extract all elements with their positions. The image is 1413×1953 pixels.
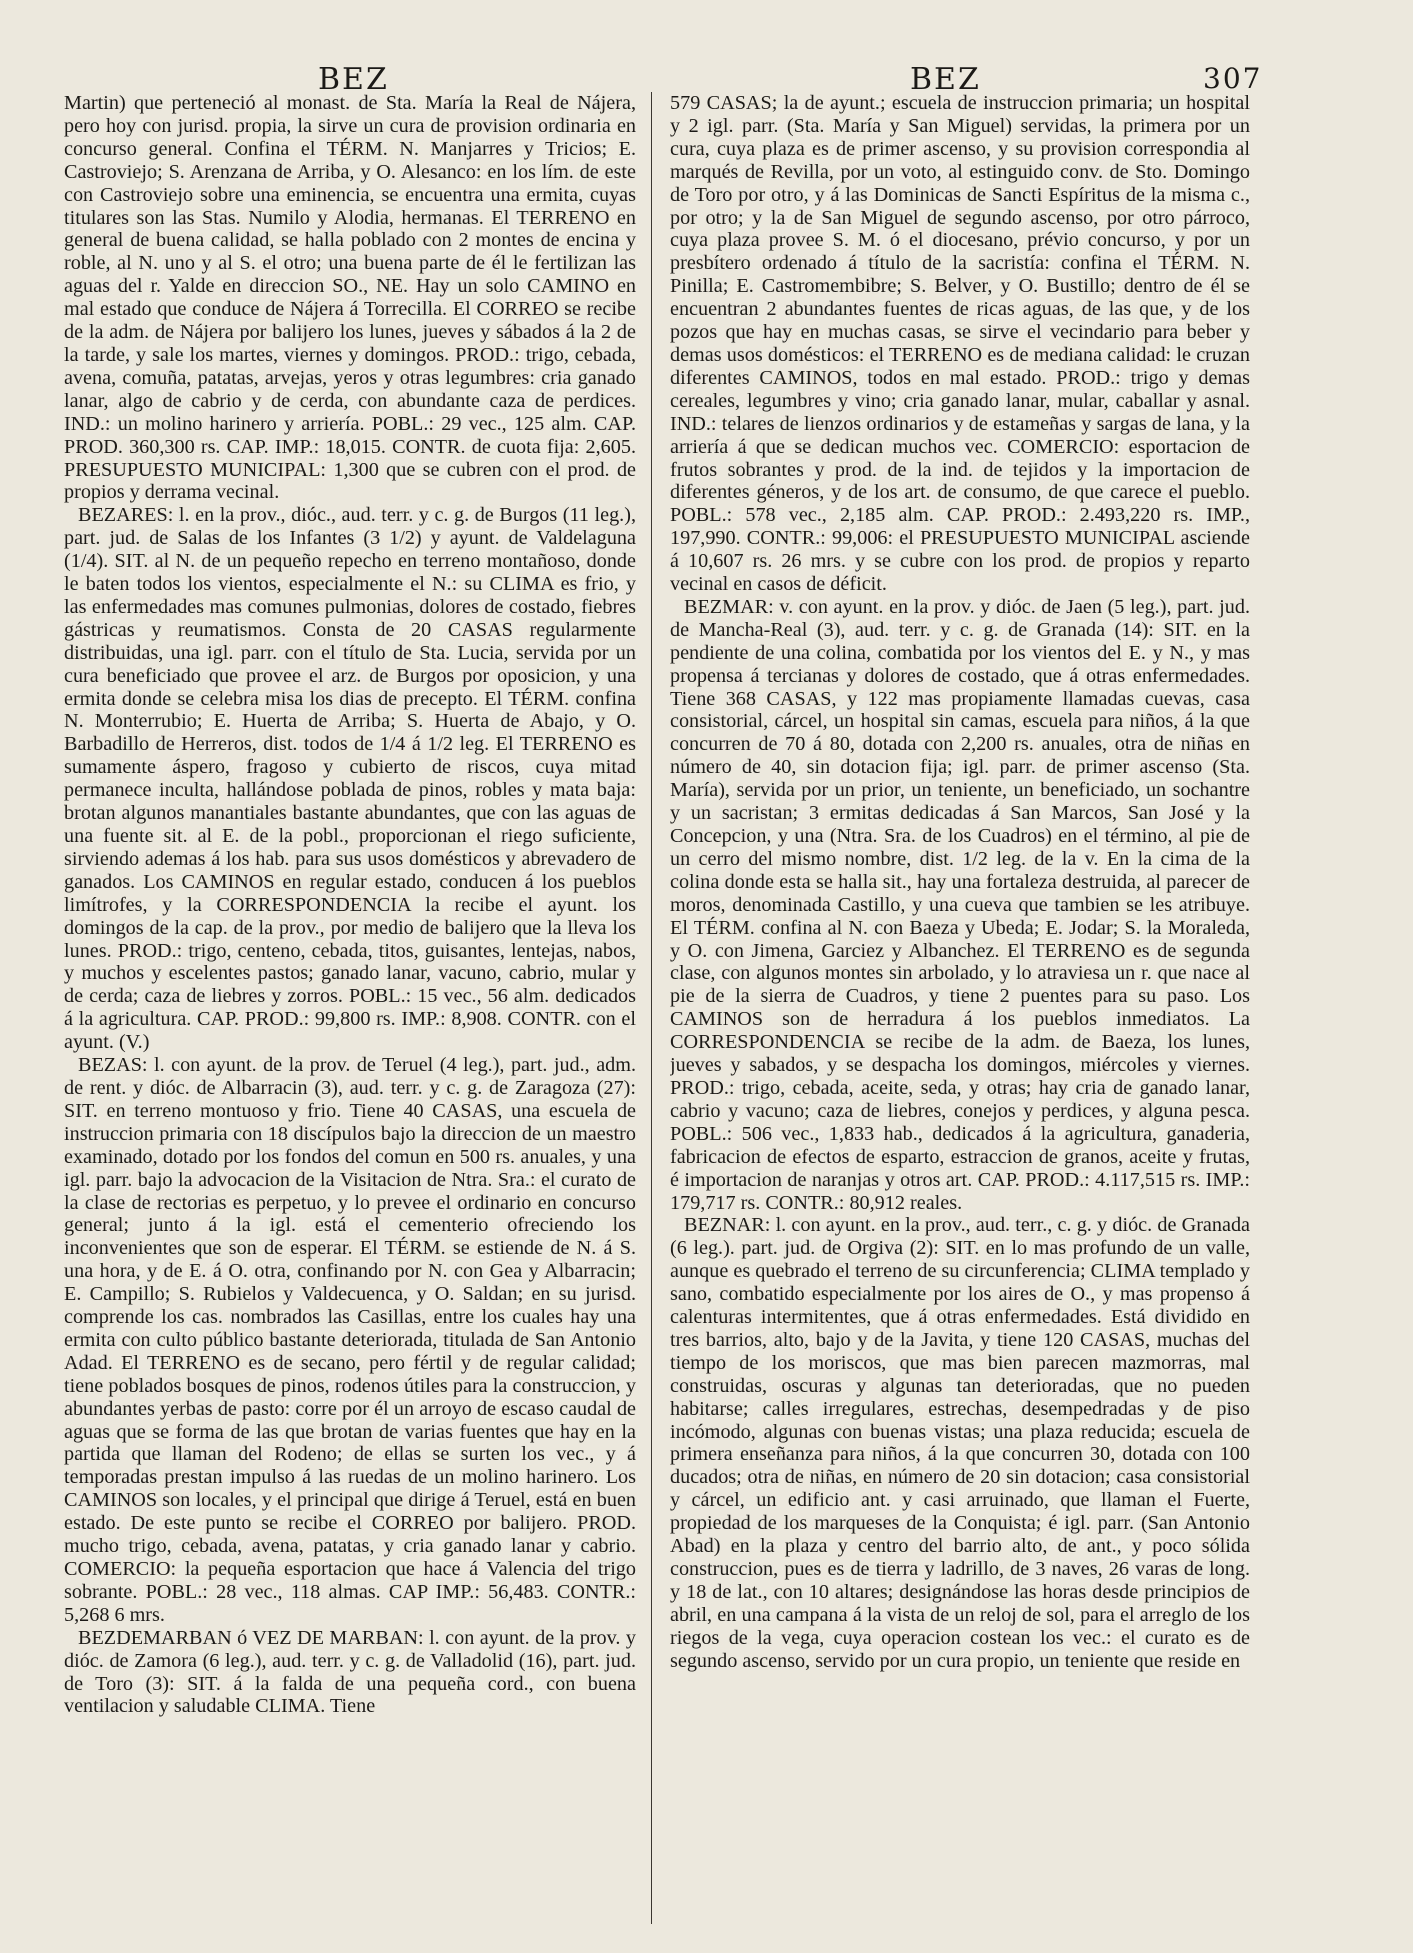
entry-bezares: BEZARES: l. en la prov., dióc., aud. terr. y c. g. de Burgos (11 leg.), part. jud. de Salas de los Infantes (3 1/2) y ayunt. de Valdelaguna (1/4). SIT. al N. de un pequeño repecho en terreno montañoso, donde le baten todos los vientos, especialmente el N.: su CLIMA es frio, y las enfermedades mas comunes pulmonias, dolores de costado, fiebres gástricas y reumatismos. Consta de 20 CASAS regularmente distribuidas, una igl. parr. con el título de Sta. Lucia, servida por un cura beneficiado que provee el arz. de Burgos por oposicion, y una ermita donde se celebra misa los dias de precepto. El TÉRM. confina N. Monterrubio; E. Huerta de Arriba; S. Huerta de Abajo, y O. Barbadillo de Herreros, dist. todos de 1/4 á 1/2 leg. El TERRENO es sumamente áspero, fragoso y cubierto de riscos, cuya mitad permanece inculta, hallándose poblada de pinos, robles y mata baja: brotan algunos manantiales bastante abundantes, que con las aguas de una fuente sit. al E. de la pobl., proporcionan el riego suficiente, sirviendo ademas á los hab. para sus usos domésticos y abrevadero de ganados. Los CAMINOS en regular estado, conducen á los pueblos limítrofes, y la CORRESPONDENCIA la recibe el ayunt. los domingos de la cap. de la prov., por medio de balijero que la lleva los lunes. PROD.: trigo, centeno, cebada, titos, guisantes, lentejas, nabos, y muchos y escelentes pastos; ganado lanar, vacuno, cabrio, mular y de cerda; caza de liebres y zorros. POBL.: 15 vec., 56 alm. dedicados á la agricultura. CAP. PROD.: 99,800 rs. IMP.: 8,908. CONTR. con el ayunt. (V.) (64, 504, 636, 1054)
right-column (670, 92, 1250, 1934)
entry-bezdemarban-continued: 579 CASAS; la de ayunt.; escuela de instruccion primaria; un hospital y 2 igl. parr. (Sta. María y San Miguel) servidas, la primera por un cura, cuya plaza es de primer ascenso, y su provision correspondia al marqués de Revilla, por un voto, al estinguido conv. de Sto. Domingo de Toro por otro, y á las Dominicas de Sancti Espíritus de la misma c., por otro; y la de San Miguel de segundo ascenso, por otro párroco, cuya plaza provee S. M. ó el diocesano, prévio concurso, y por un presbítero ordenado á título de la sacristía: confina el TÉRM. N. Pinilla; E. Castromembibre; S. Belver, y O. Bustillo; dentro de él se encuentran 2 abundantes fuentes de ricas aguas, de las que, y de los pozos que hay en muchas casas, se sirve el vecindario para beber y demas usos domésticos: el TERRENO es de mediana calidad: le cruzan diferentes CAMINOS, todos en mal estado. PROD.: trigo y demas cereales, legumbres y vino; cria ganado lanar, mular, caballar y asnal. IND.: telares de lienzos ordinarios y de estameñas y sargas de lana, y la arriería á que se dedican muchos vec. COMERCIO: esportacion de frutos sobrantes y prod. de la ind. de tejidos y la importacion de diferentes géneros, y de los art. de consumo, de que carece el pueblo. POBL.: 578 vec., 2,185 alm. CAP. PROD.: 2.493,220 rs. IMP., 197,990. CONTR.: 99,006: el PRESUPUESTO MUNICIPAL asciende á 10,607 rs. 26 mrs. y se cubre con los prod. de propios y reparto vecinal en casos de déficit. (670, 92, 1250, 596)
entry-bezdemarban: BEZDEMARBAN ó VEZ DE MARBAN: l. con ayunt. de la prov. y dióc. de Zamora (6 leg.), aud. terr. y c. g. de Valladolid (16), part. jud. de Toro (3): SIT. á la falda de una pequeña cord., con buena ventilacion y saludable CLIMA. Tiene (64, 1626, 636, 1718)
entry-beznar: BEZNAR: l. con ayunt. en la prov., aud. terr., c. g. y dióc. de Granada (6 leg.). part. jud. de Orgiva (2): SIT. en lo mas profundo de un valle, aunque es quebrado el terreno de su circunferencia; CLIMA templado y sano, combatido especialmente por los aires de O., y mas propenso á calenturas intermitentes, que á otras enfermedades. Está dividido en tres barrios, alto, bajo y de la Javita, y tiene 120 CASAS, muchas del tiempo de los moriscos, que mas bien parecen mazmorras, mal construidas, oscuras y algunas tan deterioradas, que no pueden habitarse; calles irregulares, estrechas, desempedradas y de piso incómodo, algunas con buenas vistas; una plaza reducida; escuela de primera enseñanza para niños, á la que concurren 30, dotada con 100 ducados; otra de niñas, en número de 20 sin dotacion; casa consistorial y cárcel, un edificio ant. y casi arruinado, que llaman el Fuerte, propiedad de los marqueses de la Conquista; é igl. parr. (San Antonio Abad) en la plaza y centro del barrio alto, de ant., y poco sólida construccion, pues es de tierra y ladrillo, de 3 naves, 26 varas de long. y 18 de lat., con 10 altares; designándose las horas desde principios de abril, en una campana á la vista de un reloj de sol, para el arreglo de los riegos de la vega, cuya operacion costean los vec.: el curato es de segundo ascenso, servido por un cura propio, un teniente que reside en (670, 1214, 1250, 1672)
entry-continuation: Martin) que perteneció al monast. de Sta. María la Real de Nájera, pero hoy con jurisd. propia, la sirve un cura de provision ordinaria en concurso general. Confina el TÉRM. N. Manjarres y Tricios; E. Castroviejo; S. Arenzana de Arriba, y O. Alesanco: en los lím. de este con Castroviejo sobre una eminencia, se encuentra una ermita, cuyas titulares son las Stas. Numilo y Alodia, hermanas. El TERRENO en general de buena calidad, se halla poblado con 2 montes de encina y roble, al N. uno y al S. el otro; una buena parte de él le fertilizan las aguas del r. Yalde en direccion SO., NE. Hay un solo CAMINO en mal estado que conduce de Nájera á Torrecilla. El CORREO se recibe de la adm. de Nájera por balijero los lunes, jueves y sábados á la 2 de la tarde, y sale los martes, viernes y domingos. PROD.: trigo, cebada, avena, comuña, patatas, arvejas, yeros y otras legumbres: cria ganado lanar, algo de cabrio y de cerda, con abundante caza de perdices. IND.: un molino harinero y arriería. POBL.: 29 vec., 125 alm. CAP. PROD. 360,300 rs. CAP. IMP.: 18,015. CONTR. de cuota fija: 2,605. PRESUPUESTO MUNICIPAL: 1,300 que se cubren con el prod. de propios y derrama vecinal. (64, 92, 636, 504)
entry-bezmar: BEZMAR: v. con ayunt. en la prov. y dióc. de Jaen (5 leg.), part. jud. de Mancha-Real (3), aud. terr. y c. g. de Granada (14): SIT. en la pendiente de una colina, combatida por los vientos del E. y N., y mas propensa á tercianas y dolores de costado, que á otras enfermedades. Tiene 368 CASAS, y 122 mas propiamente llamadas cuevas, casa consistorial, cárcel, un hospital sin camas, escuela para niños, á la que concurren de 70 á 80, dotada con 2,200 rs. anuales, otra de niñas en número de 40, sin dotacion fija; igl. parr. de primer ascenso (Sta. María), servida por un prior, un teniente, un beneficiado, un sochantre y un sacristan; 3 ermitas dedicadas á San Marcos, San José y la Concepcion, y una (Ntra. Sra. de los Cuadros) en el término, al pie de un cerro del mismo nombre, dist. 1/2 leg. de la v. En la cima de la colina donde esta se halla sit., hay una fortaleza destruida, al parecer de moros, denominada Castillo, y una cueva que tambien se les atribuye. El TÉRM. confina al N. con Baeza y Ubeda; E. Jodar; S. la Moraleda, y O. con Jimena, Garciez y Albanchez. El TERRENO es de segunda clase, con algunos montes sin arbolado, y lo atraviesa un r. que nace al pie de la sierra de Cuadros, y tiene 2 puentes para su paso. Los CAMINOS son de herradura á los pueblos inmediatos. La CORRESPONDENCIA se recibe de la adm. de Baeza, los lunes, jueves y sabados, y se despacha los domingos, miércoles y viernes. PROD.: trigo, cebada, aceite, seda, y otras; hay cria de ganado lanar, cabrio y vacuno; caza de liebres, conejos y perdices, y alguna pesca. POBL.: 506 vec., 1,833 hab., dedicados á la agricultura, ganaderia, fabricacion de efectos de esparto, estraccion de granos, aceite y frutas, é importacion de naranjas y otros art. CAP. PROD.: 4.117,515 rs. IMP.: 179,717 rs. CONTR.: 80,912 reales. (670, 595, 1250, 1214)
running-head-left: BEZ (318, 62, 389, 97)
entry-bezas: BEZAS: l. con ayunt. de la prov. de Teruel (4 leg.), part. jud., adm. de rent. y dióc. de Albarracin (3), aud. terr. y c. g. de Zaragoza (27): SIT. en terreno montuoso y frio. Tiene 40 CASAS, una escuela de instruccion primaria con 18 discípulos bajo la direccion de un maestro examinado, dotado por los fondos del comun en 500 rs. anuales, y una igl. parr. bajo la advocacion de la Visitacion de Ntra. Sra.: el curato de la clase de rectorias es perpetuo, y lo prevee el ordinario en concurso general; junto á la igl. está el cementerio ofreciendo los inconvenientes que son de esperar. El TÉRM. se estiende de N. á S. una hora, y de E. á O. otra, confinando por N. con Gea y Albarracin; E. Campillo; S. Rubielos y Valdecuenca, y O. Saldan; en su jurisd. comprende los cas. nombrados las Casillas, entre los cuales hay una ermita con culto público bastante deteriorada, titulada de San Antonio Adad. El TERRENO es de secano, pero fértil y de regular calidad; tiene poblados bosques de pinos, rodenos útiles para la construccion, y abundantes yerbas de pasto: corre por él un arroyo de escaso caudal de aguas que se forma de las que brotan de varias fuentes que hay en la partida que llaman del Rodeno; de ellas se surten los vec., y á temporadas prestan impulso á las ruedas de un molino harinero. Los CAMINOS son locales, y el principal que dirige á Teruel, está en buen estado. De este punto se recibe el CORREO por balijero. PROD. mucho trigo, cebada, avena, patatas, y cria ganado lanar y cabrio. COMERCIO: la pequeña esportacion que hace á Valencia del trigo sobrante. POBL.: 28 vec., 118 almas. CAP IMP.: 56,483. CONTR.: 5,268 6 mrs. (64, 1054, 636, 1626)
left-column (64, 92, 636, 1934)
running-head-right: BEZ (910, 62, 981, 97)
page-number: 307 (1203, 62, 1263, 95)
column-divider (651, 92, 652, 1924)
